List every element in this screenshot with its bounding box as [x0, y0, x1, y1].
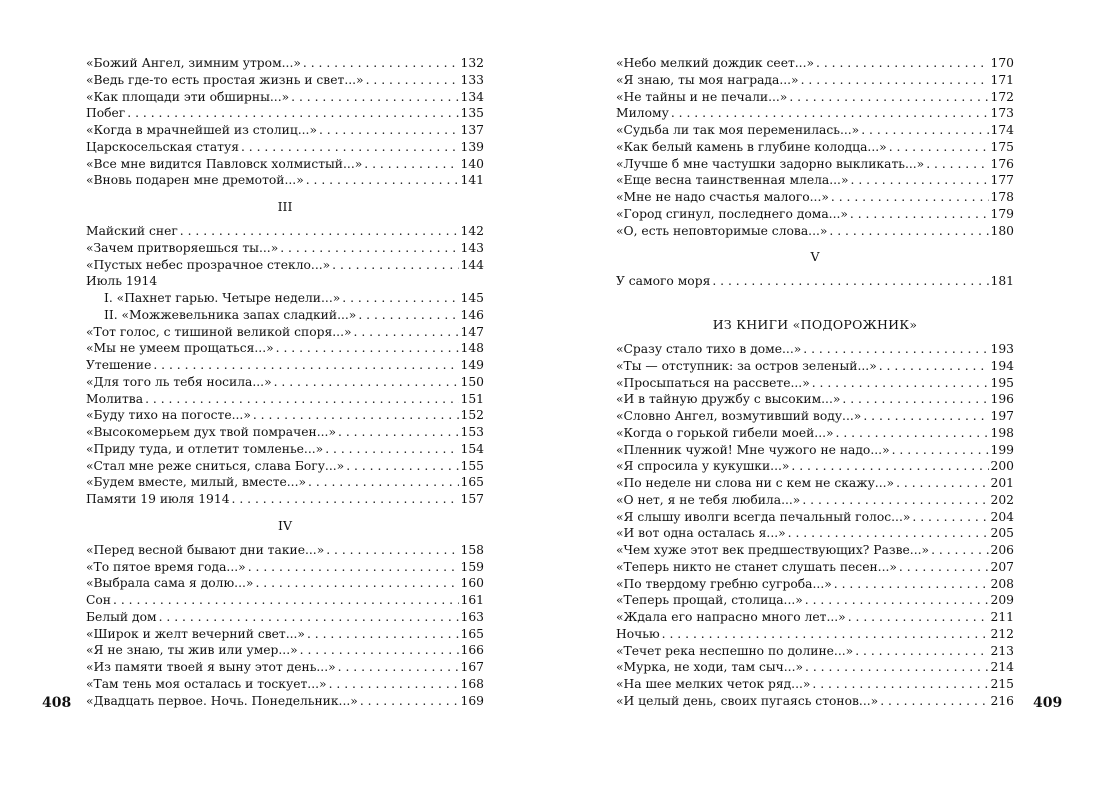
dot-leader	[671, 105, 989, 122]
toc-entry	[86, 273, 484, 290]
dot-leader	[332, 257, 458, 274]
dot-leader	[791, 458, 988, 475]
entry-page-number: 165	[460, 626, 484, 641]
dot-leader	[180, 223, 459, 240]
entry-page-number: 168	[460, 676, 484, 691]
entry-page-number: 153	[460, 425, 484, 439]
toc-entry	[616, 341, 1014, 358]
dot-leader	[241, 139, 459, 156]
toc-entry	[86, 441, 484, 458]
toc-entry	[616, 172, 1014, 189]
dot-leader	[338, 659, 459, 676]
entry-title: «Сразу стало тихо в доме...»	[616, 342, 802, 356]
entry-page-number: 147	[460, 324, 484, 339]
entry-page-number: 181	[990, 274, 1014, 289]
dot-leader	[360, 693, 459, 710]
toc-entry	[616, 609, 1014, 626]
entry-title: «О, есть неповторимые слова...»	[616, 223, 828, 238]
entry-page-number: 208	[990, 576, 1014, 591]
dot-leader	[232, 491, 459, 508]
dot-leader	[816, 55, 988, 72]
entry-title: «Еще весна таинственная млела...»	[616, 173, 849, 188]
entry-title: «Все мне видится Павловск холмистый...»	[86, 156, 363, 171]
toc-entry	[616, 72, 1014, 89]
entry-title: Милому	[616, 106, 669, 121]
section-heading: ИЗ КНИГИ «ПОДОРОЖНИК»	[712, 317, 918, 332]
toc-entry	[616, 89, 1014, 106]
dot-leader	[926, 156, 988, 173]
toc-entry	[616, 693, 1014, 710]
entry-page-number: 139	[460, 139, 484, 154]
toc-entry	[616, 542, 1014, 559]
entry-title: «Я знаю, ты моя награда...»	[616, 72, 799, 87]
dot-leader	[855, 643, 988, 660]
toc-entry	[616, 223, 1014, 240]
dot-leader	[805, 659, 988, 676]
entry-page-number: 213	[990, 643, 1014, 658]
dot-leader	[145, 391, 458, 408]
toc-entry	[616, 425, 1014, 442]
entry-page-number: 216	[990, 693, 1014, 708]
dot-leader	[801, 72, 989, 89]
dot-leader	[789, 89, 988, 106]
entry-page-number: 195	[990, 375, 1014, 390]
entry-page-number: 142	[460, 224, 484, 238]
dot-leader	[342, 290, 458, 307]
toc-entry	[616, 676, 1014, 693]
entry-page-number: 206	[990, 543, 1014, 557]
toc-entry	[86, 105, 484, 122]
entry-page-number: 158	[460, 542, 484, 557]
toc-entry	[616, 475, 1014, 492]
entry-page-number: 205	[990, 526, 1014, 541]
toc-entry	[616, 559, 1014, 576]
toc-entry	[86, 89, 484, 106]
entry-page-number: 199	[990, 442, 1014, 457]
entry-page-number: 132	[460, 56, 484, 70]
entry-title: «Город сгинул, последнего дома...»	[616, 206, 848, 221]
toc-entry	[86, 307, 484, 324]
entry-page-number: 174	[990, 123, 1014, 137]
dot-leader	[803, 341, 988, 358]
toc-entry	[86, 223, 484, 240]
toc-entry	[86, 290, 484, 307]
dot-leader	[850, 206, 989, 223]
dot-leader	[851, 172, 989, 189]
dot-leader	[276, 340, 459, 357]
dot-leader	[880, 693, 988, 710]
entry-page-number: 171	[990, 72, 1014, 87]
entry-title: «Теперь прощай, столица...»	[616, 593, 803, 608]
entry-page-number: 133	[460, 72, 484, 87]
entry-page-number: 144	[460, 257, 484, 272]
dot-leader	[863, 408, 988, 425]
entry-title: «Как площади эти обширны...»	[86, 89, 290, 104]
toc-left-page	[86, 55, 484, 709]
toc-entry	[86, 407, 484, 424]
entry-title: «Словно Ангел, возмутивший воду...»	[616, 409, 862, 423]
dot-leader	[280, 240, 458, 257]
dot-leader	[889, 139, 989, 156]
dot-leader	[113, 592, 459, 609]
entry-title: «Выбрала сама я долю...»	[86, 576, 254, 591]
entry-page-number: 197	[990, 409, 1014, 423]
entry-title: «Высокомерьем дух твой помрачен...»	[86, 425, 336, 439]
dot-leader	[842, 391, 988, 408]
entry-title: «Приду туда, и отлетит томленье...»	[86, 441, 324, 456]
toc-entry	[86, 542, 484, 559]
entry-title: «Судьба ли так моя переменилась...»	[616, 123, 860, 137]
entry-page-number: 175	[990, 139, 1014, 154]
dot-leader	[274, 374, 459, 391]
dot-leader	[253, 407, 459, 424]
dot-leader	[306, 172, 459, 189]
entry-page-number: 134	[460, 89, 484, 104]
entry-title: «Ведь где-то есть простая жизнь и свет...»	[86, 72, 364, 87]
entry-title: «На шее мелких четок ряд...»	[616, 677, 811, 691]
entry-title: «Буду тихо на погосте...»	[86, 408, 251, 423]
entry-page-number: 202	[990, 492, 1014, 507]
entry-title: «Для того ль тебя носила...»	[86, 374, 272, 389]
entry-title: Побег	[86, 106, 126, 121]
entry-page-number: 163	[460, 609, 484, 624]
dot-leader	[366, 72, 459, 89]
entry-page-number: 148	[460, 341, 484, 356]
dot-leader	[319, 122, 459, 139]
entry-page-number: 140	[460, 156, 484, 171]
toc-entry	[86, 474, 484, 491]
dot-leader	[848, 609, 989, 626]
entry-title: Майский снег	[86, 224, 178, 238]
dot-leader	[291, 89, 458, 106]
entry-title: «Божий Ангел, зимним утром...»	[86, 56, 301, 70]
toc-entry	[616, 408, 1014, 425]
toc-entry	[616, 458, 1014, 475]
dot-leader	[346, 458, 458, 475]
dot-leader	[812, 375, 989, 392]
dot-leader	[307, 626, 459, 643]
entry-page-number: 209	[990, 593, 1014, 608]
entry-title: Утешение	[86, 358, 152, 372]
entry-title: «Стал мне реже сниться, слава Богу...»	[86, 458, 345, 473]
toc-entry	[86, 55, 484, 72]
toc-entry	[616, 592, 1014, 609]
toc-entry	[616, 576, 1014, 593]
entry-title: У самого моря	[616, 274, 711, 289]
entry-page-number: 193	[990, 342, 1014, 356]
entry-page-number: 149	[460, 358, 484, 372]
page-number-left: 408	[42, 695, 72, 711]
section-heading: III	[277, 199, 293, 214]
entry-page-number: 165	[460, 475, 484, 490]
entry-title: I. «Пахнет гарью. Четыре недели...»	[104, 291, 341, 305]
toc-entry	[616, 442, 1014, 459]
entry-page-number: 201	[990, 476, 1014, 490]
entry-title: «Когда в мрачнейшей из столиц...»	[86, 123, 317, 137]
entry-title: «По неделе ни слова ни с кем не скажу...»	[616, 476, 895, 490]
entry-title: «Теперь никто не станет слушать песен...»	[616, 559, 897, 574]
entry-title: Белый дом	[86, 609, 157, 624]
entry-page-number: 137	[460, 123, 484, 137]
entry-page-number: 172	[990, 89, 1014, 104]
entry-page-number: 135	[460, 106, 484, 121]
entry-page-number: 145	[460, 291, 484, 305]
dot-leader	[896, 475, 988, 492]
entry-title: «Ты — отступник: за остров зеленый...»	[616, 358, 877, 373]
dot-leader	[834, 576, 989, 593]
entry-page-number: 157	[460, 492, 484, 506]
dot-leader	[712, 273, 988, 290]
dot-leader	[788, 525, 989, 542]
entry-title: «То пятое время года...»	[86, 559, 246, 574]
entry-page-number: 170	[990, 56, 1014, 70]
entry-page-number: 152	[460, 408, 484, 423]
entry-page-number: 176	[990, 156, 1014, 171]
entry-page-number: 160	[460, 576, 484, 591]
toc-entry	[616, 375, 1014, 392]
toc-entry	[86, 642, 484, 659]
dot-leader	[159, 609, 459, 626]
entry-title: Июль 1914	[86, 274, 158, 289]
entry-title: Сон	[86, 593, 112, 607]
dot-leader	[805, 592, 989, 609]
toc-entry	[616, 105, 1014, 122]
entry-page-number: 169	[460, 693, 484, 708]
toc-entry	[86, 659, 484, 676]
toc-entry	[86, 324, 484, 341]
entry-title: «Тот голос, с тишиной великой споря...»	[86, 324, 352, 339]
toc-entry	[86, 357, 484, 374]
entry-title: Памяти 19 июля 1914	[86, 492, 230, 506]
toc-entry	[86, 156, 484, 173]
toc-entry	[86, 391, 484, 408]
toc-entry	[616, 525, 1014, 542]
toc-entry	[86, 374, 484, 391]
dot-leader	[831, 189, 989, 206]
toc-entry	[86, 458, 484, 475]
toc-entry	[86, 626, 484, 643]
entry-title: «Пустых небес прозрачное стекло...»	[86, 257, 331, 272]
entry-title: «Течет река неспешно по долине...»	[616, 643, 854, 658]
dot-leader	[300, 642, 459, 659]
dot-leader	[836, 425, 989, 442]
entry-title: «И в тайную дружбу с высоким...»	[616, 392, 841, 407]
toc-entry	[86, 72, 484, 89]
entry-page-number: 159	[460, 559, 484, 574]
entry-page-number: 155	[460, 458, 484, 473]
toc-entry	[616, 55, 1014, 72]
entry-title: «Чем хуже этот век предшествующих? Разве...»	[616, 543, 930, 557]
entry-title: «О нет, я не тебя любила...»	[616, 492, 801, 507]
entry-title: «Как белый камень в глубине колодца...»	[616, 139, 887, 154]
entry-page-number: 198	[990, 425, 1014, 440]
dot-leader	[303, 55, 459, 72]
toc-entry	[616, 626, 1014, 643]
toc-entry	[86, 257, 484, 274]
toc-entry	[86, 609, 484, 626]
entry-page-number: 178	[990, 190, 1014, 204]
toc-entry	[616, 509, 1014, 526]
entry-page-number: 194	[990, 358, 1014, 373]
dot-leader	[662, 626, 989, 643]
page-number-right: 409	[1033, 695, 1063, 711]
entry-page-number: 207	[990, 559, 1014, 574]
toc-entry	[86, 122, 484, 139]
entry-title: «Пленник чужой! Мне чужого не надо...»	[616, 442, 890, 457]
entry-page-number: 215	[990, 677, 1014, 691]
entry-title: «Двадцать первое. Ночь. Понедельник...»	[86, 693, 358, 708]
dot-leader	[338, 424, 459, 441]
entry-title: «Мы не умеем прощаться...»	[86, 341, 274, 356]
entry-title: «Мурка, не ходи, там сыч...»	[616, 660, 804, 675]
entry-title: Молитва	[86, 391, 144, 406]
entry-title: «Из памяти твоей я выну этот день...»	[86, 660, 336, 674]
dot-leader	[899, 559, 989, 576]
dot-leader	[861, 122, 988, 139]
entry-page-number: 179	[990, 206, 1014, 221]
toc-entry	[86, 240, 484, 257]
toc-entry	[616, 206, 1014, 223]
entry-page-number: 204	[990, 509, 1014, 524]
entry-title: «Мне не надо счастья малого...»	[616, 190, 829, 204]
toc-entry	[616, 492, 1014, 509]
entry-title: «Широк и желт вечерний свет...»	[86, 626, 305, 641]
entry-page-number: 151	[460, 391, 484, 406]
entry-title: «По твердому гребню сугроба...»	[616, 576, 832, 591]
entry-page-number: 146	[460, 307, 484, 322]
toc-entry	[86, 491, 484, 508]
entry-title: «И целый день, своих пугаясь стонов...»	[616, 693, 879, 708]
dot-leader	[308, 474, 458, 491]
dot-leader	[879, 358, 989, 375]
entry-title: «Небо мелкий дождик сеет...»	[616, 56, 815, 70]
section-heading: V	[810, 249, 820, 265]
entry-title: «Просыпаться на рассвете...»	[616, 375, 810, 390]
entry-page-number: 177	[990, 173, 1014, 188]
entry-page-number: 200	[990, 459, 1014, 474]
entry-page-number: 167	[460, 660, 484, 674]
toc-entry	[86, 139, 484, 156]
dot-leader	[812, 676, 988, 693]
entry-page-number: 173	[990, 106, 1014, 121]
entry-page-number: 212	[990, 626, 1014, 641]
dot-leader	[153, 357, 458, 374]
entry-page-number: 211	[990, 610, 1014, 624]
toc-entry	[616, 643, 1014, 660]
entry-page-number: 214	[990, 660, 1014, 675]
toc-entry	[616, 156, 1014, 173]
entry-title: Ночью	[616, 626, 660, 641]
toc-entry	[86, 693, 484, 710]
toc-entry	[86, 559, 484, 576]
entry-title: Царскосельская статуя	[86, 139, 239, 154]
entry-page-number: 196	[990, 392, 1014, 407]
entry-title: «Там тень моя осталась и тоскует...»	[86, 676, 327, 691]
dot-leader	[912, 509, 988, 526]
toc-entry	[86, 424, 484, 441]
toc-entry	[86, 592, 484, 609]
entry-page-number: 154	[460, 441, 484, 456]
toc-entry	[616, 139, 1014, 156]
entry-title: «Перед весной бывают дни такие...»	[86, 542, 325, 557]
dot-leader	[248, 559, 459, 576]
toc-entry	[616, 358, 1014, 375]
section-heading: IV	[278, 517, 292, 533]
dot-leader	[802, 492, 988, 509]
toc-entry	[616, 189, 1014, 206]
toc-entry	[616, 122, 1014, 139]
entry-page-number: 150	[460, 374, 484, 389]
entry-title: «Вновь подарен мне дремотой...»	[86, 173, 304, 188]
entry-title: «Я не знаю, ты жив или умер...»	[86, 643, 298, 658]
entry-page-number: 166	[460, 643, 484, 658]
dot-leader	[255, 575, 458, 592]
toc-entry	[616, 273, 1014, 290]
entry-page-number: 180	[990, 223, 1014, 238]
dot-leader	[329, 676, 459, 693]
dot-leader	[127, 105, 458, 122]
dot-leader	[354, 324, 459, 341]
dot-leader	[364, 156, 458, 173]
toc-entry	[616, 659, 1014, 676]
dot-leader	[325, 441, 458, 458]
toc-entry	[86, 172, 484, 189]
entry-page-number: 141	[460, 173, 484, 188]
entry-title: «Лучше б мне частушки задорно выкликать...»	[616, 156, 925, 171]
entry-title: II. «Можжевельника запах сладкий...»	[104, 307, 357, 322]
entry-title: «Зачем притворяешься ты...»	[86, 240, 279, 255]
dot-leader	[829, 223, 988, 240]
toc-entry	[86, 340, 484, 357]
entry-title: «Я слышу иволги всегда печальный голос...»	[616, 509, 911, 524]
toc-entry	[616, 391, 1014, 408]
toc-entry	[86, 676, 484, 693]
entry-title: «Ждала его напрасно много лет...»	[616, 610, 846, 624]
dot-leader	[358, 307, 458, 324]
dot-leader	[326, 542, 458, 559]
entry-title: «Будем вместе, милый, вместе...»	[86, 475, 307, 490]
entry-title: «Не тайны и не печали...»	[616, 89, 788, 104]
dot-leader	[892, 442, 989, 459]
toc-right-page	[616, 55, 1014, 710]
entry-page-number: 161	[460, 593, 484, 607]
entry-title: «Я спросила у кукушки...»	[616, 459, 790, 474]
entry-page-number: 143	[460, 240, 484, 255]
toc-entry	[86, 575, 484, 592]
dot-leader	[931, 542, 988, 559]
entry-title: «И вот одна осталась я...»	[616, 526, 786, 541]
entry-title: «Когда о горькой гибели моей...»	[616, 425, 834, 440]
